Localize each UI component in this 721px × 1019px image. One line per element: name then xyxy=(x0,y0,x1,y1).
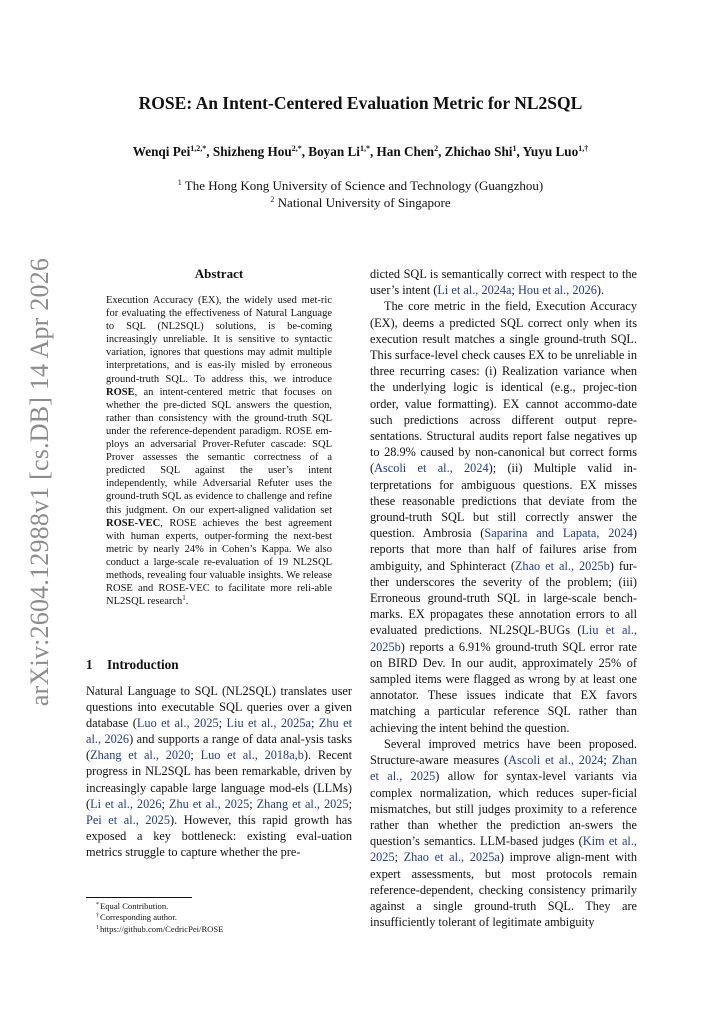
author-marks: 1 xyxy=(512,144,517,153)
body-text: ). xyxy=(596,283,605,298)
author-marks: 1,† xyxy=(578,144,589,153)
citation-separator: ; xyxy=(348,796,352,811)
citation-link[interactable]: Luo et al., 2025 xyxy=(136,716,219,731)
citation-separator: ; xyxy=(511,283,519,298)
affiliation xyxy=(80,177,641,194)
author-name: Boyan Li xyxy=(308,144,360,159)
citation-link[interactable]: Zhang et al., 2025 xyxy=(256,796,349,811)
affiliation-name: National University of Singapore xyxy=(277,195,451,210)
abstract-body xyxy=(106,294,332,608)
footnote-mark: † xyxy=(96,913,99,920)
footnote xyxy=(96,924,352,935)
citation-link[interactable]: Zhan et al., 2025 xyxy=(370,753,637,784)
author-list: Wenqi Pei$^{1,2,*}$, Shizheng Hou$^{2,*}$, Boyan $Li^{1,*}$, Han Chen$^2$, Zhichao Shi$^1$, Yuyu Luo$^{1,\dagger}$ xyxy=(132,144,589,159)
citation-separator: ; xyxy=(394,850,404,865)
body-text: ) reports a 6.91% ground-truth SQL error rate on BIRD Dev. In our audit, approximately 25% of sampled items were flagged as wrong by at least one annotator. These issues indicate that EX favors matching a particular reference SQL rather than achieving the intent behind the question. xyxy=(370,639,637,735)
section-title: Introduction xyxy=(107,657,179,672)
affiliation-mark: 1 xyxy=(177,178,182,187)
intro-paragraph xyxy=(86,683,352,860)
abstract-emphasis: ROSE-VEC xyxy=(106,517,161,529)
affiliation-mark: 2 xyxy=(270,195,275,204)
citation-link[interactable]: Zhu et al., 2025 xyxy=(168,796,250,811)
author-marks: 2 xyxy=(434,144,439,153)
footnote-mark: 1 xyxy=(96,924,99,931)
affiliation-name: The Hong Kong University of Science and Technology (Guangzhou) xyxy=(184,178,544,193)
abstract-emphasis: ROSE xyxy=(106,386,135,398)
abstract-text: , ROSE achieves the best agreement with human experts, outper-forming the next-best metric by nearly 24% in Cohen’s Kappa. We also conduct a large-scale re-evaluation of 19 NL2SQL methods, revealing four valuable insights. We release ROSE and ROSE-VEC to facilitate more reli-able NL2SQL research xyxy=(106,517,332,608)
abstract-heading: Abstract xyxy=(194,266,244,281)
citation-link[interactable]: Pei et al., 2025 xyxy=(86,812,170,827)
citation-link[interactable]: Ascoli et al., 2024 xyxy=(374,461,489,476)
citation-link[interactable]: Li et al., 2026 xyxy=(90,796,162,811)
arxiv-identifier-stamp xyxy=(16,257,64,707)
citation-separator: ; xyxy=(249,796,257,811)
footnote-text: Equal Contribution. xyxy=(100,901,169,911)
body-text: ) and supports a range of data anal-ysis tasks ( xyxy=(86,732,352,763)
author-marks: 1,* xyxy=(359,144,370,153)
author-marks: 1,2,* xyxy=(190,144,207,153)
body-paragraph xyxy=(370,298,637,735)
citation-link[interactable]: Ascoli et al., 2024 xyxy=(508,753,604,768)
author-name: Wenqi Pei xyxy=(132,144,191,159)
right-column xyxy=(370,266,637,930)
arxiv-stamp-text: arXiv:2604.12988v1 [cs.DB] 14 Apr 2026 xyxy=(25,257,54,707)
citation-link[interactable]: Liu et al., 2025a xyxy=(226,716,311,731)
citation-link[interactable]: Li et al., 2024a xyxy=(437,283,512,298)
body-text: ); (ii) Multiple valid in-terpretations for ambiguous questions. EX misses these reasonable predictions that deviate from the ground-truth SQL but still correctly answer the question. Ambrosia ( xyxy=(370,461,637,541)
citation-link[interactable]: Zhu et al., 2026 xyxy=(86,716,352,747)
citation-separator: ; xyxy=(310,716,319,731)
body-text: ) fur-ther underscores the severity of the problem; (iii) Erroneous ground-truth SQL in large-scale bench-marks. EX propagates these annotation errors to all evaluated predictions. NL2SQL-BUGs ( xyxy=(370,558,638,638)
citation-separator: ; xyxy=(161,796,169,811)
citation-link[interactable]: Zhao et al., 2025a xyxy=(403,850,500,865)
footnote xyxy=(96,912,352,923)
footnotes xyxy=(96,901,352,935)
author-name: Yuyu Luo xyxy=(522,144,579,159)
affiliation xyxy=(80,194,641,211)
author-name: Han Chen xyxy=(376,144,435,159)
citation-link[interactable]: Hou et al., 2026 xyxy=(518,283,597,298)
footnote xyxy=(96,901,352,912)
body-text: The core metric in the field, Execution Accuracy (EX), deems a predicted SQL correct only when its execution result matches a single ground-truth SQL. This surface-level check causes EX to be unreliable in three recurring cases: (i) Realization variance when the underlying logic is identical (e.g., projec-tion order, value formatting). EX cannot accommo-date such predictions across different output repre-sentations. Structural audits report false negatives up to 28.9% caused by non-canonical but correct forms ( xyxy=(370,299,638,476)
section-number: 1 xyxy=(86,657,93,672)
abstract-text: . xyxy=(185,596,189,608)
author-marks: 2,* xyxy=(291,144,302,153)
body-text: ) reports that more than half of failures arise from ambiguity, and Sphinteract ( xyxy=(370,526,637,573)
citation-separator: ; xyxy=(603,753,612,768)
citation-separator: ; xyxy=(190,748,201,763)
body-text: ). However, this rapid growth has exposed a key bottleneck: existing eval-uation metrics struggle to capture whether the pre- xyxy=(86,812,352,859)
citation-link[interactable]: Kim et al., 2025 xyxy=(370,834,637,865)
footnote-ref[interactable]: 1 xyxy=(182,594,186,603)
body-text: Natural Language to SQL (NL2SQL) translates user questions into executable SQL queries over a given database ( xyxy=(86,684,352,731)
footnote-divider xyxy=(86,897,192,898)
footnote-mark: * xyxy=(96,902,99,908)
section-heading xyxy=(86,657,352,673)
body-paragraph xyxy=(370,736,637,930)
footnote-url[interactable]: https://github.com/CedricPei/ROSE xyxy=(100,923,224,934)
abstract-text: , an intent-centered metric that focuses on whether the pre-dicted SQL answers the question, rather than consistency with the ground-truth SQL under the reference-dependent paradigm. ROSE em-ploys an adversarial Prover-Refuter cascade: SQL Prover assesses the semantic correctness of a predicted SQL against the user’s intent independently, while Adversarial Refuter uses the ground-truth SQL as evidence to challenge and refine this judgment. On our expert-aligned validation set xyxy=(106,386,332,516)
abstract-text: Execution Accuracy (EX), the widely used met-ric for evaluating the effectiveness of Natural Language to SQL (NL2SQL) solutions, is be-coming increasingly unreliable. It is sensitive to syntactic variation, ignores that questions may admit multiple interpretations, and is eas-ily misled by erroneous ground-truth SQL. To address this, we introduce xyxy=(106,295,332,385)
author-name: Zhichao Shi xyxy=(444,144,513,159)
citation-link[interactable]: Saparina and Lapata, 2024 xyxy=(484,526,633,541)
body-paragraph xyxy=(370,266,637,298)
citation-separator: ; xyxy=(218,716,227,731)
citation-link[interactable]: Liu et al., 2025b xyxy=(370,623,637,654)
body-text: ) improve align-ment with expert assessments, but most protocols remain reference-dependent, checking consistency primarily against a single ground-truth SQL. They are insufficiently tolerant of legitimate ambiguity xyxy=(370,850,637,930)
body-text: Several improved metrics have been proposed. Structure-aware measures ( xyxy=(370,736,637,768)
author-name: Shizheng Hou xyxy=(212,144,292,159)
footnote-text: Corresponding author. xyxy=(100,912,177,923)
citation-link[interactable]: Luo et al., 2018a,b xyxy=(200,748,304,763)
body-text: ) allow for syntax-level variants via complex normalization, which reduces super-ficial mismatches, but still judges proximity to a reference rather than whether the prediction an-swers the question’s semantics. LLM-based judges ( xyxy=(370,769,637,849)
citation-link[interactable]: Zhao et al., 2025b xyxy=(514,558,610,573)
body-text: ). Recent progress in NL2SQL has been remarkable, driven by increasingly capable large language mod-els (LLMs) ( xyxy=(86,748,352,811)
paper-title: ROSE: An Intent-Centered Evaluation Metric for NL2SQL xyxy=(138,93,583,113)
citation-link[interactable]: Zhang et al., 2020 xyxy=(90,748,191,763)
body-text: dicted SQL is semantically correct with respect to the user’s intent ( xyxy=(370,267,637,298)
